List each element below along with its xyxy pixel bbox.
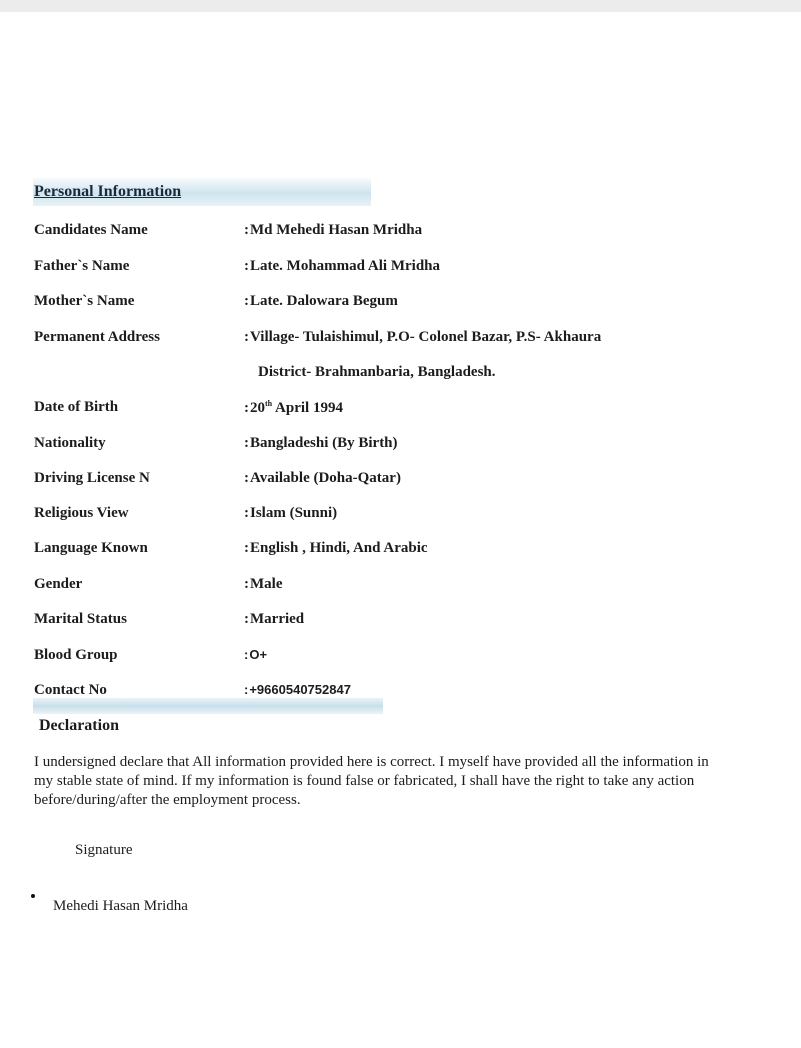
field-value: :Married (244, 611, 305, 627)
field-label: Blood Group (34, 647, 118, 663)
field-label: Religious View (34, 505, 129, 521)
field-label: Nationality (34, 435, 106, 451)
viewer-top-bar (0, 0, 801, 12)
field-value: :20th April 1994 (244, 399, 343, 416)
document-page (0, 12, 801, 1048)
field-row-marital-status (0, 611, 801, 635)
field-row-blood-group (0, 647, 801, 671)
field-value: :Male (244, 576, 283, 592)
field-value: :English , Hindi, And Arabic (244, 540, 428, 556)
field-row-contact-no (0, 682, 801, 706)
field-label: Contact No (34, 682, 107, 698)
field-value: :Md Mehedi Hasan Mridha (244, 222, 423, 238)
field-label: Father`s Name (34, 258, 130, 274)
field-row-gender (0, 576, 801, 600)
field-row-date-of-birth (0, 399, 801, 423)
field-label: Date of Birth (34, 399, 119, 415)
signature-label: Signature (75, 842, 133, 858)
field-row-religious-view (0, 505, 801, 529)
field-row-nationality (0, 435, 801, 459)
section-title: Personal Information (34, 183, 182, 200)
field-label: Gender (34, 576, 83, 592)
field-row-address-continued (0, 364, 801, 388)
field-row-father-name (0, 258, 801, 282)
field-label: Permanent Address (34, 329, 160, 345)
field-value: :Bangladeshi (By Birth) (244, 435, 398, 451)
field-value: :Islam (Sunni) (244, 505, 338, 521)
field-row-candidate-name (0, 222, 801, 246)
declaration-title: Declaration (39, 717, 119, 734)
field-value: :Available (Doha-Qatar) (244, 470, 401, 486)
field-value-continued: District- Brahmanbaria, Bangladesh. (258, 364, 496, 380)
signature-name: Mehedi Hasan Mridha (53, 898, 188, 914)
field-value: :O+ (244, 647, 268, 662)
field-row-language-known (0, 540, 801, 564)
field-row-mother-name (0, 293, 801, 317)
field-label: Driving License N (34, 470, 150, 486)
field-value: :Late. Mohammad Ali Mridha (244, 258, 440, 274)
field-label: Marital Status (34, 611, 127, 627)
field-row-permanent-address (0, 329, 801, 353)
declaration-text: I undersigned declare that All information provided here is correct. I myself have provided all the information in my stable state of mind. If my information is found false or fabricated, I shall have the right to take any action before/during/after the employment process. (34, 754, 709, 808)
field-label: Candidates Name (34, 222, 148, 238)
field-row-driving-license (0, 470, 801, 494)
field-label: Language Known (34, 540, 148, 556)
field-value: :Village- Tulaishimul, P.O- Colonel Bazar, P.S- Akhaura (244, 329, 602, 345)
bullet-dot (31, 894, 35, 898)
field-value: :Late. Dalowara Begum (244, 293, 398, 309)
field-label: Mother`s Name (34, 293, 135, 309)
field-value: :+9660540752847 (244, 682, 351, 697)
